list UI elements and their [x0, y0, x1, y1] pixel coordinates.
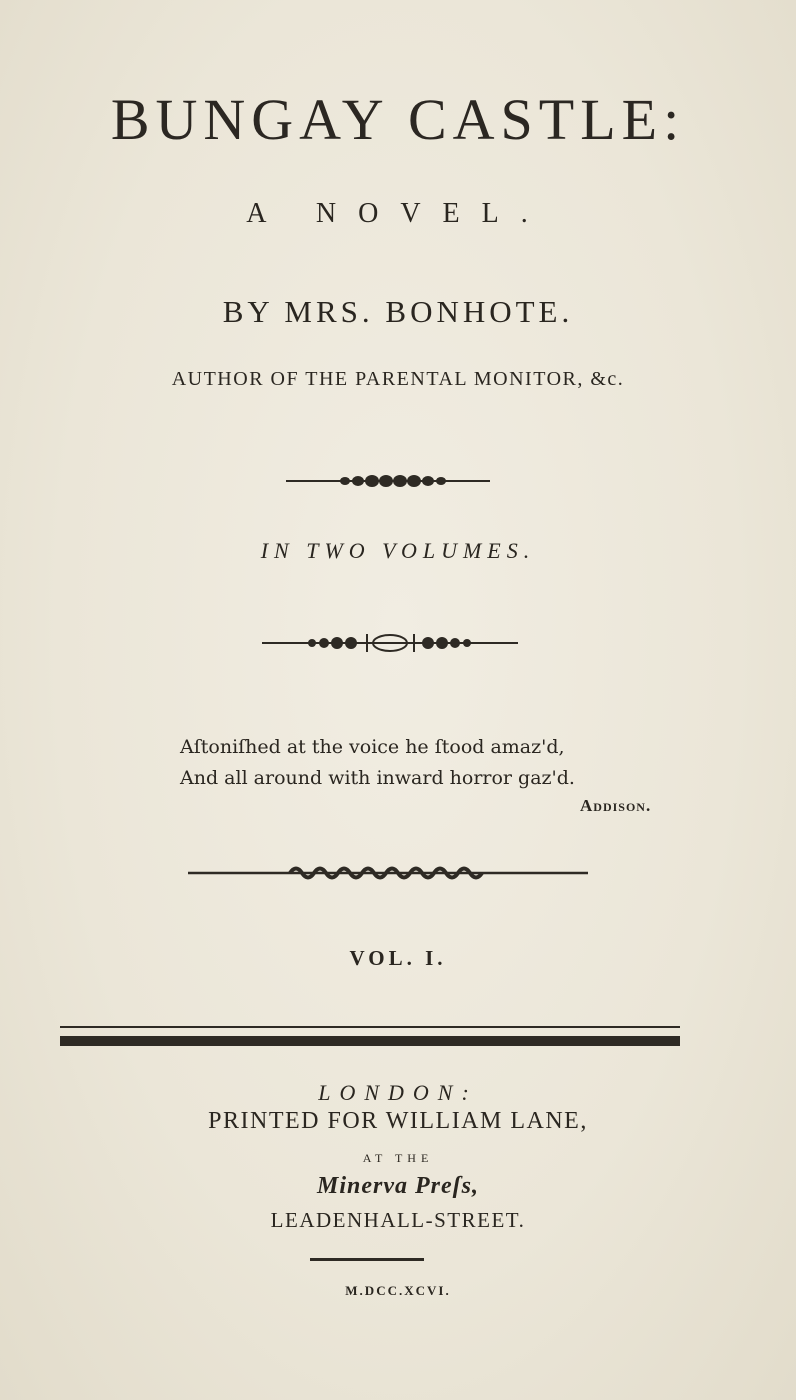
- imprint-rule-thick: [60, 1036, 680, 1046]
- publication-date: M.DCC.XCVI.: [345, 1283, 451, 1298]
- author-credit: AUTHOR OF THE PARENTAL MONITOR, &c.: [171, 368, 625, 390]
- imprint-printer: PRINTED FOR WILLIAM LANE,: [208, 1108, 588, 1134]
- ornament-rule-1: [0, 466, 796, 496]
- volumes-note: IN TWO VOLUMES.: [260, 538, 536, 563]
- imprint-press: Minerva Preſs,: [317, 1173, 479, 1199]
- date-rule: [310, 1258, 424, 1261]
- epigraph-attribution: Addison.: [580, 796, 652, 815]
- epigraph-line-2: And all around with inward horror gaz'd.: [180, 767, 575, 789]
- imprint-at-the: AT THE: [362, 1151, 434, 1165]
- ornament-rule-2: [0, 628, 796, 658]
- imprint-rule-thin: [60, 1026, 680, 1028]
- volume-number: VOL. I.: [349, 946, 447, 970]
- epigraph-line-1: Aſtoniſhed at the voice he ſtood amaz'd,: [180, 736, 565, 758]
- book-title: BUNGAY CASTLE:: [110, 87, 686, 152]
- imprint-street: LEADENHALL-STREET.: [270, 1208, 526, 1232]
- book-subtitle: A NOVEL.: [246, 198, 550, 229]
- book-author: BY MRS. BONHOTE.: [222, 294, 574, 329]
- ornament-rule-3: [0, 858, 796, 888]
- imprint-city: LONDON:: [318, 1080, 478, 1105]
